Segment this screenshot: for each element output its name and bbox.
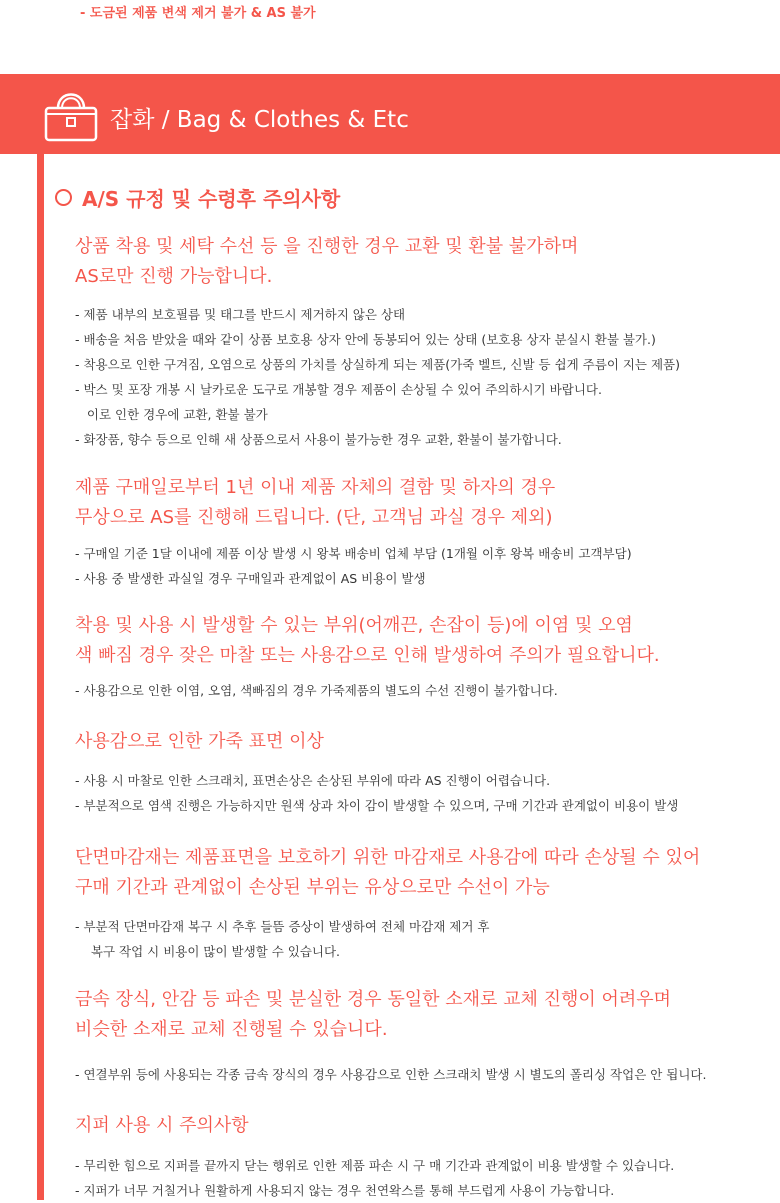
block-heading [75,473,555,533]
circle-bullet-icon [55,189,72,206]
heading-line: 금속 장식, 안감 등 파손 및 분실한 경우 동일한 소재로 교체 진행이 어려우며 [75,989,672,1010]
list-item: 복구 작업 시 비용이 많이 발생할 수 있습니다. [75,944,341,959]
section-title [55,183,340,212]
top-note: - 도금된 제품 변색 제거 불가 & AS 불가 [80,6,316,21]
heading-line: 지퍼 사용 시 주의사항 [75,1115,249,1136]
heading-line: 구매 기간과 관계없이 손상된 부위는 유상으로만 수선이 가능 [75,877,550,898]
heading-line: 제품 구매일로부터 1년 이내 제품 자체의 결함 및 하자의 경우 [75,477,556,498]
block-list [75,541,632,591]
block-heading [75,611,660,671]
list-item: - 부분적으로 염색 진행은 가능하지만 원색 상과 차이 감이 발생할 수 있으며, 구매 기간과 관계없이 비용이 발생 [75,798,679,813]
block-list [75,302,680,452]
block-heading [75,985,671,1045]
heading-line: 사용감으로 인한 가죽 표면 이상 [75,731,324,752]
list-item: - 부분적 단면마감재 복구 시 추후 들뜸 증상이 발생하여 전체 마감재 제거 후 [75,919,490,934]
heading-line: 색 빠짐 경우 잦은 마찰 또는 사용감으로 인해 발생하여 주의가 필요합니다. [75,645,660,666]
section-title-text: A/S 규정 및 수령후 주의사항 [82,187,341,211]
list-item: - 무리한 힘으로 지퍼를 끝까지 닫는 행위로 인한 제품 파손 시 구 매 기간과 관계없이 비용 발생할 수 있습니다. [75,1158,675,1173]
heading-line: 착용 및 사용 시 발생할 수 있는 부위(어깨끈, 손잡이 등)에 이염 및 오염 [75,615,633,636]
list-item: 이로 인한 경우에 교환, 환불 불가 [75,407,268,422]
block-heading [75,232,578,292]
list-item: - 화장품, 향수 등으로 인해 새 상품으로서 사용이 불가능한 경우 교환, 환불이 불가합니다. [75,432,562,447]
list-item: - 지퍼가 너무 거칠거나 원활하게 사용되지 않는 경우 천연왁스를 통해 부드럽게 사용이 가능합니다. [75,1183,615,1198]
block-list [75,678,558,703]
heading-line: 단면마감재는 제품표면을 보호하기 위한 마감재로 사용감에 따라 손상될 수 있어 [75,847,701,868]
list-item: - 제품 내부의 보호필름 및 태그를 반드시 제거하지 않은 상태 [75,307,406,322]
heading-line: 무상으로 AS를 진행해 드립니다. (단, 고객님 과실 경우 제외) [75,507,553,528]
heading-line: AS로만 진행 가능합니다. [75,266,273,287]
list-item: - 배송을 처음 받았을 때와 같이 상품 보호용 상자 안에 동봉되어 있는 상태 (보호용 상자 분실시 환불 불가.) [75,332,656,347]
list-item: - 박스 및 포장 개봉 시 날카로운 도구로 개봉할 경우 제품이 손상될 수 있어 주의하시기 바랍니다. [75,382,602,397]
list-item: - 착용으로 인한 구겨짐, 오염으로 상품의 가치를 상실하게 되는 제품(가죽 벨트, 신발 등 쉽게 주름이 지는 제품) [75,357,681,372]
bag-icon [40,82,102,144]
block-heading [75,1111,249,1141]
block-list [75,1153,674,1203]
block-list [75,1062,706,1087]
block-list [75,914,489,964]
block-list [75,768,678,818]
list-item: - 구매일 기준 1달 이내에 제품 이상 발생 시 왕복 배송비 업체 부담 (1개월 이후 왕복 배송비 고객부담) [75,546,632,561]
category-banner [0,74,780,154]
accent-rule [37,154,44,1200]
heading-line: 비슷한 소재로 교체 진행될 수 있습니다. [75,1019,388,1040]
block-heading [75,843,700,903]
heading-line: 상품 착용 및 세탁 수선 등 을 진행한 경우 교환 및 환불 불가하며 [75,236,579,257]
list-item: - 연결부위 등에 사용되는 각종 금속 장식의 경우 사용감으로 인한 스크래치 발생 시 별도의 폴리싱 작업은 안 됩니다. [75,1067,707,1082]
banner-title: 잡화 / Bag & Clothes & Etc [110,107,409,133]
list-item: - 사용 중 발생한 과실일 경우 구매일과 관계없이 AS 비용이 발생 [75,571,426,586]
list-item: - 사용 시 마찰로 인한 스크래치, 표면손상은 손상된 부위에 따라 AS 진행이 어렵습니다. [75,773,551,788]
block-heading [75,727,324,757]
list-item: - 사용감으로 인한 이염, 오염, 색빠짐의 경우 가죽제품의 별도의 수선 진행이 불가합니다. [75,683,558,698]
